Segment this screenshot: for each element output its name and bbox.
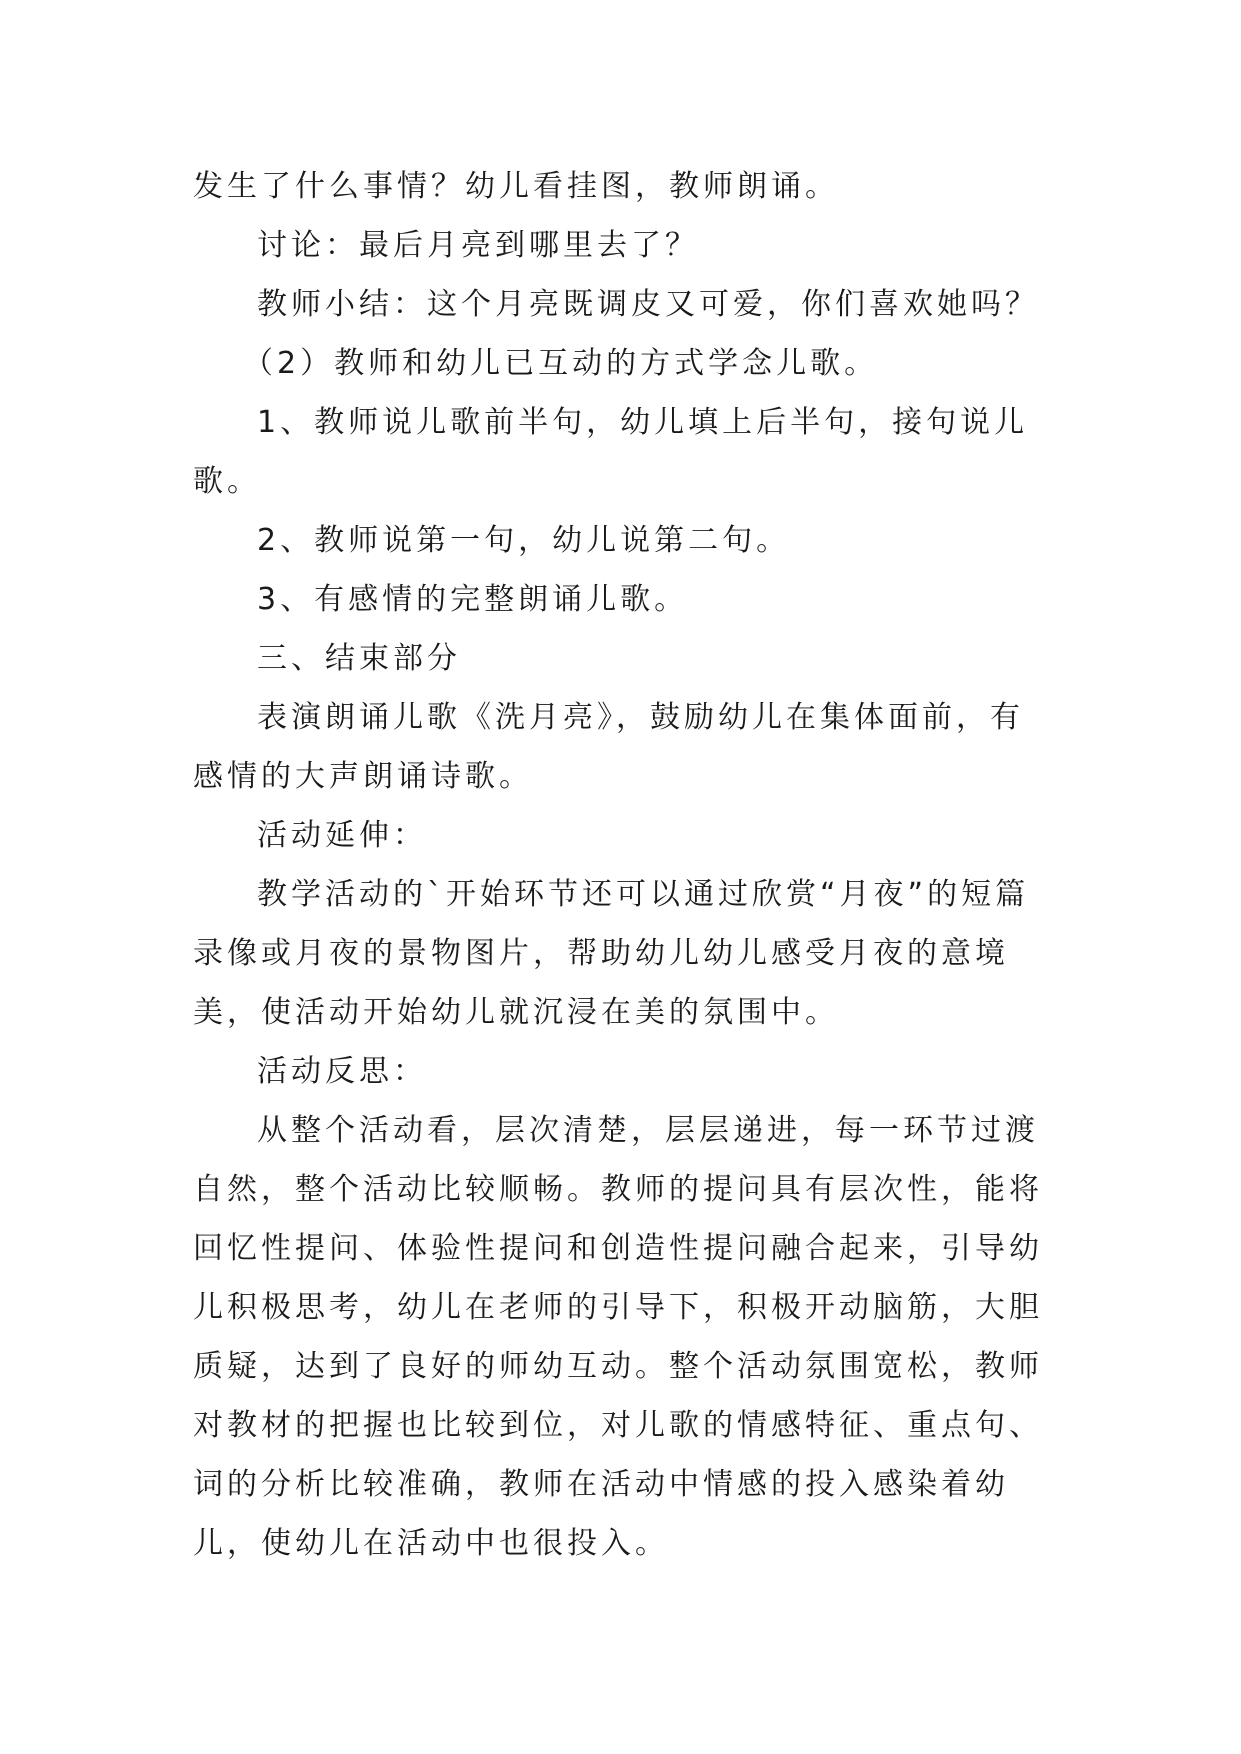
paragraph-discussion: 讨论：最后月亮到哪里去了？	[257, 228, 699, 263]
paragraph-performance: 表演朗诵儿歌《洗月亮》，鼓励幼儿在集体面前，有感情的大声朗诵诗歌。	[193, 700, 1024, 794]
section-heading-ending: 三、结束部分	[257, 641, 461, 676]
section-heading-reflection: 活动反思：	[257, 1054, 427, 1089]
paragraph-continuation: 发生了什么事情？幼儿看挂图，教师朗诵。	[193, 169, 839, 204]
paragraph-step-2-heading: （2）教师和幼儿已互动的方式学念儿歌。	[243, 346, 879, 381]
document-body	[193, 157, 1055, 1573]
paragraph-extension: 教学活动的`开始环节还可以通过欣赏“月夜”的短篇录像或月夜的景物图片，帮助幼儿幼儿感受月夜的意境美，使活动开始幼儿就沉浸在美的氛围中。	[193, 877, 1030, 1030]
paragraph-item-3: 3、有感情的完整朗诵儿歌。	[257, 582, 689, 617]
section-heading-extension: 活动延伸：	[257, 818, 427, 853]
paragraph-reflection: 从整个活动看，层次清楚，层层递进，每一环节过渡自然，整个活动比较顺畅。教师的提问具有层次性，能将回忆性提问、体验性提问和创造性提问融合起来，引导幼儿积极思考，幼儿在老师的引导下，积极开动脑筋，大胆质疑，达到了良好的师幼互动。整个活动氛围宽松，教师对教材的把握也比较到位，对儿歌的情感特征、重点句、词的分析比较准确，教师在活动中情感的投入感染着幼儿，使幼儿在活动中也很投入。	[193, 1113, 1043, 1561]
paragraph-teacher-summary: 教师小结：这个月亮既调皮又可爱，你们喜欢她吗？	[257, 287, 1039, 322]
paragraph-item-2: 2、教师说第一句，幼儿说第二句。	[257, 523, 791, 558]
paragraph-item-1: 1、教师说儿歌前半句，幼儿填上后半句，接句说儿歌。	[193, 405, 1029, 499]
